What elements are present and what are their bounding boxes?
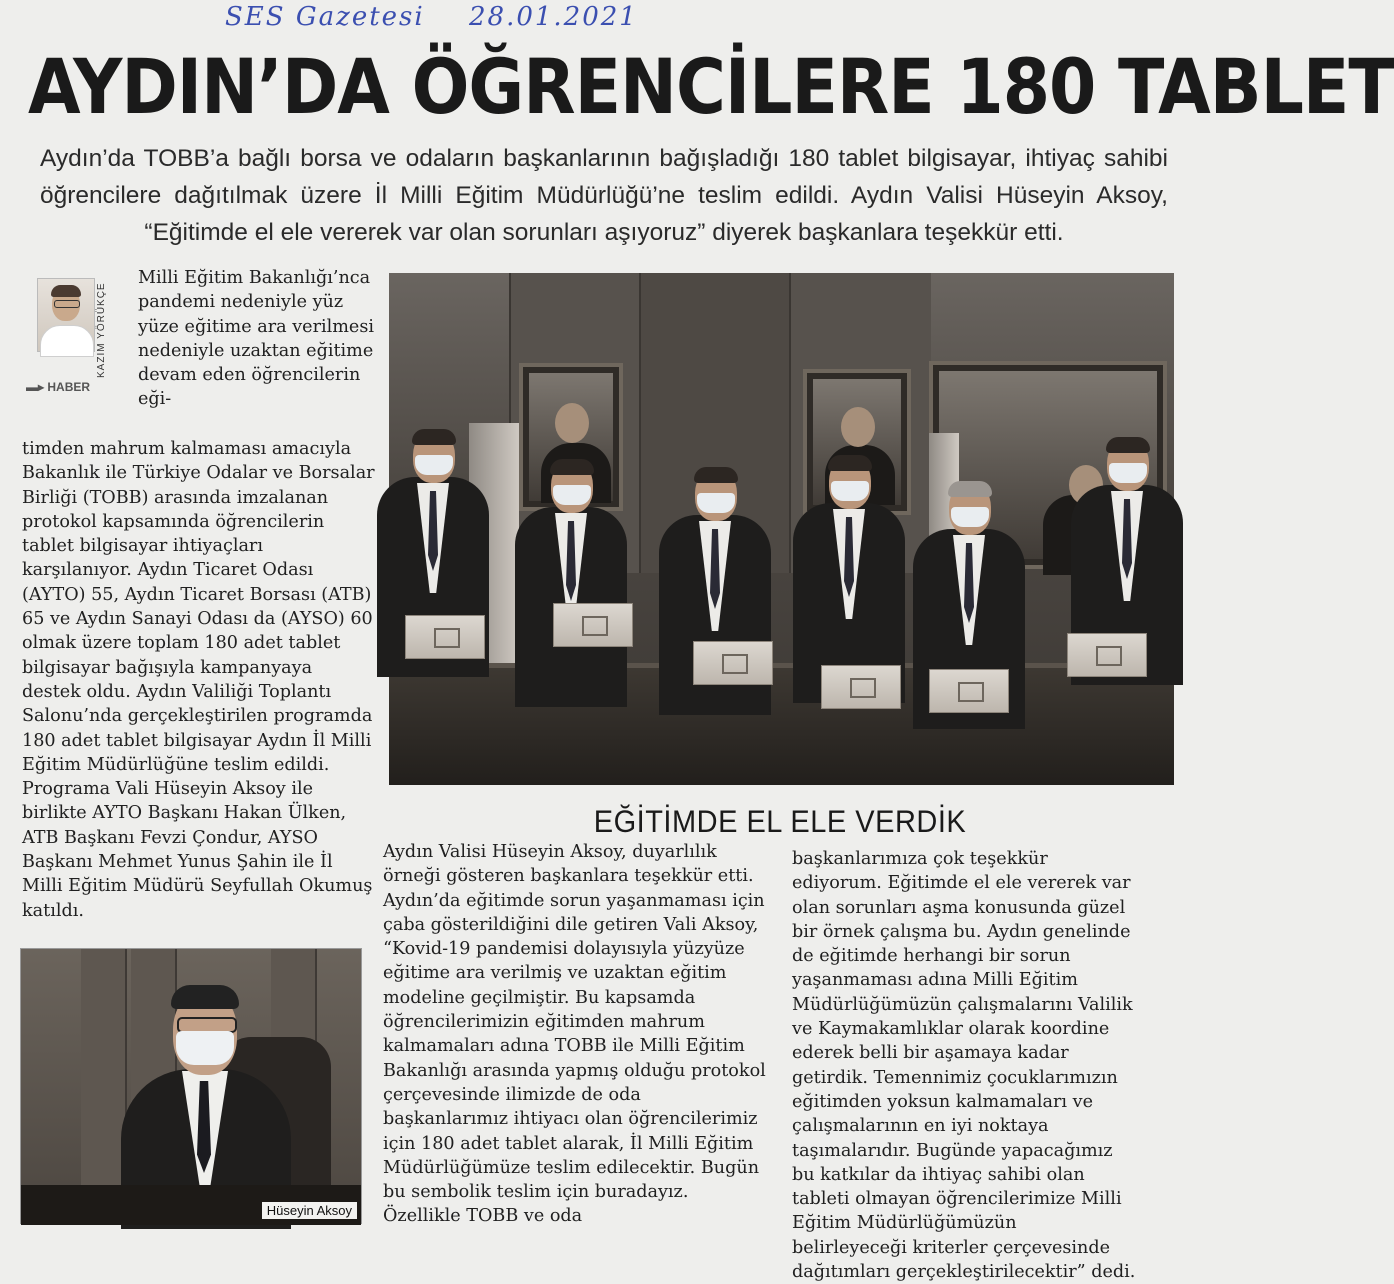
body-column-right bbox=[792, 847, 1137, 1284]
body-column-middle bbox=[383, 840, 769, 1229]
conference-table bbox=[389, 668, 1174, 785]
handwritten-paper-name: SES Gazetesi bbox=[225, 2, 425, 32]
reporter-name: KAZIM YÖRÜKÇE bbox=[96, 282, 107, 378]
byline-tag: ▬▸ HABER bbox=[26, 380, 91, 394]
byline-tag-label: HABER bbox=[47, 380, 91, 394]
section-title: EĞİTİMDE EL ELE VERDİK bbox=[593, 804, 967, 840]
tablet-box-3 bbox=[693, 641, 773, 685]
tablet-box-6 bbox=[1067, 633, 1147, 677]
body-text-middle: Aydın Valisi Hüseyin Aksoy, duyarlılık örneği gösteren başkanlara teşekkür etti. Aydın’da eğitimde sorun yaşanmaması için çaba gösterildiğini dile getiren Vali Aksoy, “Kovid-19 pandemisi dolayısıyla yüzyüze eğitime ara verilmiş ve uzaktan eğitim modeline geçilmiştir. Bu kapsamda öğrencilerimizin eğitimden mahrum kalmamaları adına TOBB ile Milli Eğitim Bakanlığı arasında yapmış olduğu protokol çerçevesinde ilimizde de oda başkanlarımız ihtiyacı olan öğrencilerimiz için 180 adet tablet alarak, İl Milli Eğitim Müdürlüğümüze teslim edilecektir. Bugün bu sembolik teslim için buradayız. Özellikle TOBB ve oda bbox=[383, 842, 766, 1227]
body-text-left-top: Milli Eğitim Bakanlığı’nca pandemi nedeniyle yüz yüze eğitime ara verilmesi nedeniyle uzaktan eğitime devam eden öğrencilerin eği- bbox=[138, 268, 374, 410]
lead-paragraph: Aydın’da TOBB’a bağlı borsa ve odaların başkanlarının bağışladığı 180 tablet bilgisayar, ihtiyaç sahibi öğrencilere dağıtılmak üzere İl Milli Eğitim Müdürlüğü’ne teslim edildi. Aydın Valisi Hüseyin Aksoy, “Eğitimde el ele vererek var olan sorunları aşıyoruz” diyerek başkanlara teşekkür etti. bbox=[40, 145, 1168, 246]
headline: AYDIN’DA ÖĞRENCİLERE 180 TABLET bbox=[28, 43, 1394, 132]
tablet-box-2 bbox=[553, 603, 633, 647]
tablet-box-5 bbox=[929, 669, 1009, 713]
reporter-photo bbox=[37, 278, 95, 352]
handwritten-date: 28.01.2021 bbox=[468, 2, 638, 32]
body-column-left-top bbox=[138, 266, 374, 412]
main-photo bbox=[389, 273, 1174, 785]
body-text-right: başkanlarımıza çok teşekkür ediyorum. Eğitimde el ele vererek var olan sorunları aşma konusunda güzel bir örnek çalışma bu. Aydın genelinde de eğitimde herhangi bir sorun yaşanmaması adına Milli Eğitim Müdürlüğümüzün çalışmalarını Valilik ve Kaymakamlıklar olarak koordine ederek belli bir aşamaya kadar getirdik. Temennimiz çocuklarımızın eğitimden yoksun kalmamaları ve çalışmalarının en iyi noktaya taşımalarıdır. Bugünde yapacağımız bu katkılar da ihtiyaç sahibi olan tableti olmayan öğrencilerimize Milli Eğitim Müdürlüğümüzün belirleyeceği kriterler çerçevesinde dağıtımları gerçekleştirilecektir” dedi. bbox=[792, 849, 1136, 1283]
governor-photo bbox=[20, 948, 362, 1224]
handwritten-annotation bbox=[225, 2, 645, 38]
body-column-left bbox=[22, 437, 376, 923]
body-text-left: timden mahrum kalmaması amacıyla Bakanlık ile Türkiye Odalar ve Borsalar Birliği (TOBB) arasında imzalanan protokol kapsamında öğrencilerin tablet bilgisayar ihtiyaçları karşılanıyor. Aydın Ticaret Odası (AYTO) 55, Aydın Ticaret Borsası (ATB) 65 ve Aydın Sanayi Odası da (AYSO) 60 olmak üzere toplam 180 adet tablet bilgisayar bağışıyla kampanyaya destek oldu. Aydın Valiliği Toplantı Salonu’nda gerçekleştirilen programda 180 adet tablet bilgisayar Aydın İl Milli Eğitim Müdürlüğüne teslim edildi. Programa Vali Hüseyin Aksoy ile birlikte AYTO Başkanı Hakan Ülken, ATB Başkanı Fevzi Çondur, AYSO Başkanı Mehmet Yunus Şahin ile İl Milli Eğitim Müdürü Seyfullah Okumuş katıldı. bbox=[22, 439, 375, 921]
tablet-box-4 bbox=[821, 665, 901, 709]
photo-caption: Hüseyin Aksoy bbox=[262, 1202, 357, 1219]
tablet-box-1 bbox=[405, 615, 485, 659]
